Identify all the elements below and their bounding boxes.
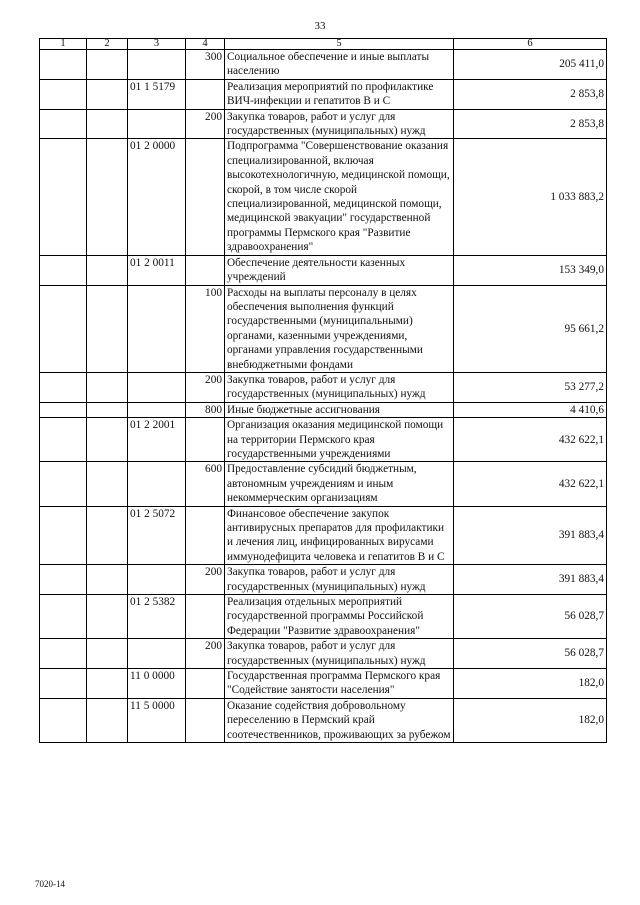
cell-col-1	[40, 372, 87, 402]
cell-target-code	[128, 50, 186, 80]
cell-expense-type	[186, 418, 225, 462]
cell-col-1	[40, 402, 87, 417]
cell-target-code: 11 0 0000	[128, 669, 186, 699]
cell-target-code: 01 2 2001	[128, 418, 186, 462]
budget-table	[39, 38, 607, 743]
cell-amount: 2 853,8	[454, 79, 607, 109]
table-row	[40, 698, 607, 742]
cell-col-2	[87, 255, 128, 285]
cell-target-code	[128, 109, 186, 139]
cell-target-code	[128, 372, 186, 402]
cell-expense-type: 200	[186, 372, 225, 402]
cell-name: Организация оказания медицинской помощи на территории Пермского края государственными учреждениями	[225, 418, 454, 462]
cell-amount: 95 661,2	[454, 285, 607, 372]
table-row	[40, 506, 607, 565]
cell-col-2	[87, 285, 128, 372]
table-row	[40, 639, 607, 669]
cell-col-1	[40, 109, 87, 139]
cell-target-code: 01 2 5072	[128, 506, 186, 565]
cell-name: Закупка товаров, работ и услуг для государственных (муниципальных) нужд	[225, 565, 454, 595]
header-col-5: 5	[225, 39, 454, 50]
cell-name: Государственная программа Пермского края "Содействие занятости населения"	[225, 669, 454, 699]
footer-code: 7020-14	[35, 879, 65, 889]
header-col-2: 2	[87, 39, 128, 50]
cell-name: Оказание содействия добровольному переселению в Пермский край соотечественников, проживающих за рубежом	[225, 698, 454, 742]
header-col-1: 1	[40, 39, 87, 50]
cell-expense-type	[186, 79, 225, 109]
cell-col-2	[87, 565, 128, 595]
cell-expense-type	[186, 698, 225, 742]
cell-col-2	[87, 50, 128, 80]
cell-col-1	[40, 139, 87, 255]
cell-col-2	[87, 462, 128, 506]
cell-name: Финансовое обеспечение закупок антивирусных препаратов для профилактики и лечения лиц, инфицированных вирусами иммунодефицита человека и гепатитов В и С	[225, 506, 454, 565]
cell-expense-type: 600	[186, 462, 225, 506]
cell-col-1	[40, 669, 87, 699]
cell-target-code	[128, 402, 186, 417]
table-row	[40, 79, 607, 109]
header-col-4: 4	[186, 39, 225, 50]
cell-amount: 391 883,4	[454, 565, 607, 595]
cell-col-2	[87, 418, 128, 462]
cell-name: Иные бюджетные ассигнования	[225, 402, 454, 417]
cell-target-code	[128, 565, 186, 595]
cell-name: Реализация мероприятий по профилактике ВИЧ-инфекции и гепатитов В и С	[225, 79, 454, 109]
table-row	[40, 402, 607, 417]
cell-amount: 432 622,1	[454, 418, 607, 462]
cell-target-code: 01 2 0011	[128, 255, 186, 285]
cell-col-1	[40, 639, 87, 669]
budget-table-body	[40, 39, 607, 743]
cell-amount: 432 622,1	[454, 462, 607, 506]
cell-col-2	[87, 639, 128, 669]
cell-expense-type	[186, 669, 225, 699]
header-col-3: 3	[128, 39, 186, 50]
table-row	[40, 372, 607, 402]
table-row	[40, 139, 607, 255]
cell-expense-type: 300	[186, 50, 225, 80]
cell-col-1	[40, 506, 87, 565]
table-row	[40, 109, 607, 139]
page-number: 33	[314, 20, 326, 32]
cell-name: Обеспечение деятельности казенных учреждений	[225, 255, 454, 285]
cell-target-code: 01 2 0000	[128, 139, 186, 255]
cell-name: Социальное обеспечение и иные выплаты населению	[225, 50, 454, 80]
cell-col-2	[87, 669, 128, 699]
cell-col-1	[40, 595, 87, 639]
table-row	[40, 255, 607, 285]
table-row	[40, 595, 607, 639]
cell-amount: 56 028,7	[454, 595, 607, 639]
cell-expense-type	[186, 255, 225, 285]
header-col-6: 6	[454, 39, 607, 50]
cell-name: Предоставление субсидий бюджетным, автономным учреждениям и иным некоммерческим организациям	[225, 462, 454, 506]
cell-col-1	[40, 79, 87, 109]
table-row	[40, 418, 607, 462]
cell-expense-type: 200	[186, 109, 225, 139]
cell-expense-type	[186, 595, 225, 639]
table-row	[40, 669, 607, 699]
table-row	[40, 50, 607, 80]
cell-name: Закупка товаров, работ и услуг для государственных (муниципальных) нужд	[225, 372, 454, 402]
cell-amount: 53 277,2	[454, 372, 607, 402]
cell-col-2	[87, 402, 128, 417]
cell-amount: 182,0	[454, 698, 607, 742]
cell-name: Подпрограмма "Совершенствование оказания специализированной, включая высокотехнологичную, медицинской помощи, скорой, в том числе скорой специализированной, медицинской помощи, медицинской эвакуации" государственной программы Пермского края "Развитие здравоохранения"	[225, 139, 454, 255]
cell-expense-type: 100	[186, 285, 225, 372]
cell-col-1	[40, 255, 87, 285]
cell-expense-type: 800	[186, 402, 225, 417]
cell-col-2	[87, 506, 128, 565]
table-row	[40, 462, 607, 506]
cell-col-1	[40, 565, 87, 595]
cell-target-code	[128, 639, 186, 669]
cell-name: Реализация отдельных мероприятий государственной программы Российской Федерации "Развитие здравоохранения"	[225, 595, 454, 639]
cell-col-2	[87, 79, 128, 109]
cell-col-2	[87, 372, 128, 402]
cell-amount: 4 410,6	[454, 402, 607, 417]
cell-col-1	[40, 418, 87, 462]
table-row	[40, 285, 607, 372]
cell-col-2	[87, 698, 128, 742]
cell-amount: 153 349,0	[454, 255, 607, 285]
header-row	[40, 39, 607, 50]
cell-expense-type	[186, 506, 225, 565]
cell-col-1	[40, 698, 87, 742]
cell-name: Расходы на выплаты персоналу в целях обеспечения выполнения функций государственными (муниципальными) органами, казенными учреждениями, органами управления государственными внебюджетными фондами	[225, 285, 454, 372]
cell-amount: 56 028,7	[454, 639, 607, 669]
cell-col-1	[40, 50, 87, 80]
cell-expense-type	[186, 139, 225, 255]
cell-name: Закупка товаров, работ и услуг для государственных (муниципальных) нужд	[225, 639, 454, 669]
cell-target-code	[128, 285, 186, 372]
cell-amount: 391 883,4	[454, 506, 607, 565]
cell-col-2	[87, 139, 128, 255]
cell-amount: 205 411,0	[454, 50, 607, 80]
cell-target-code: 01 1 5179	[128, 79, 186, 109]
cell-target-code	[128, 462, 186, 506]
cell-target-code: 11 5 0000	[128, 698, 186, 742]
cell-name: Закупка товаров, работ и услуг для государственных (муниципальных) нужд	[225, 109, 454, 139]
cell-amount: 1 033 883,2	[454, 139, 607, 255]
cell-expense-type: 200	[186, 639, 225, 669]
cell-amount: 2 853,8	[454, 109, 607, 139]
cell-expense-type: 200	[186, 565, 225, 595]
cell-target-code: 01 2 5382	[128, 595, 186, 639]
cell-col-2	[87, 595, 128, 639]
cell-amount: 182,0	[454, 669, 607, 699]
table-row	[40, 565, 607, 595]
cell-col-2	[87, 109, 128, 139]
cell-col-1	[40, 462, 87, 506]
cell-col-1	[40, 285, 87, 372]
